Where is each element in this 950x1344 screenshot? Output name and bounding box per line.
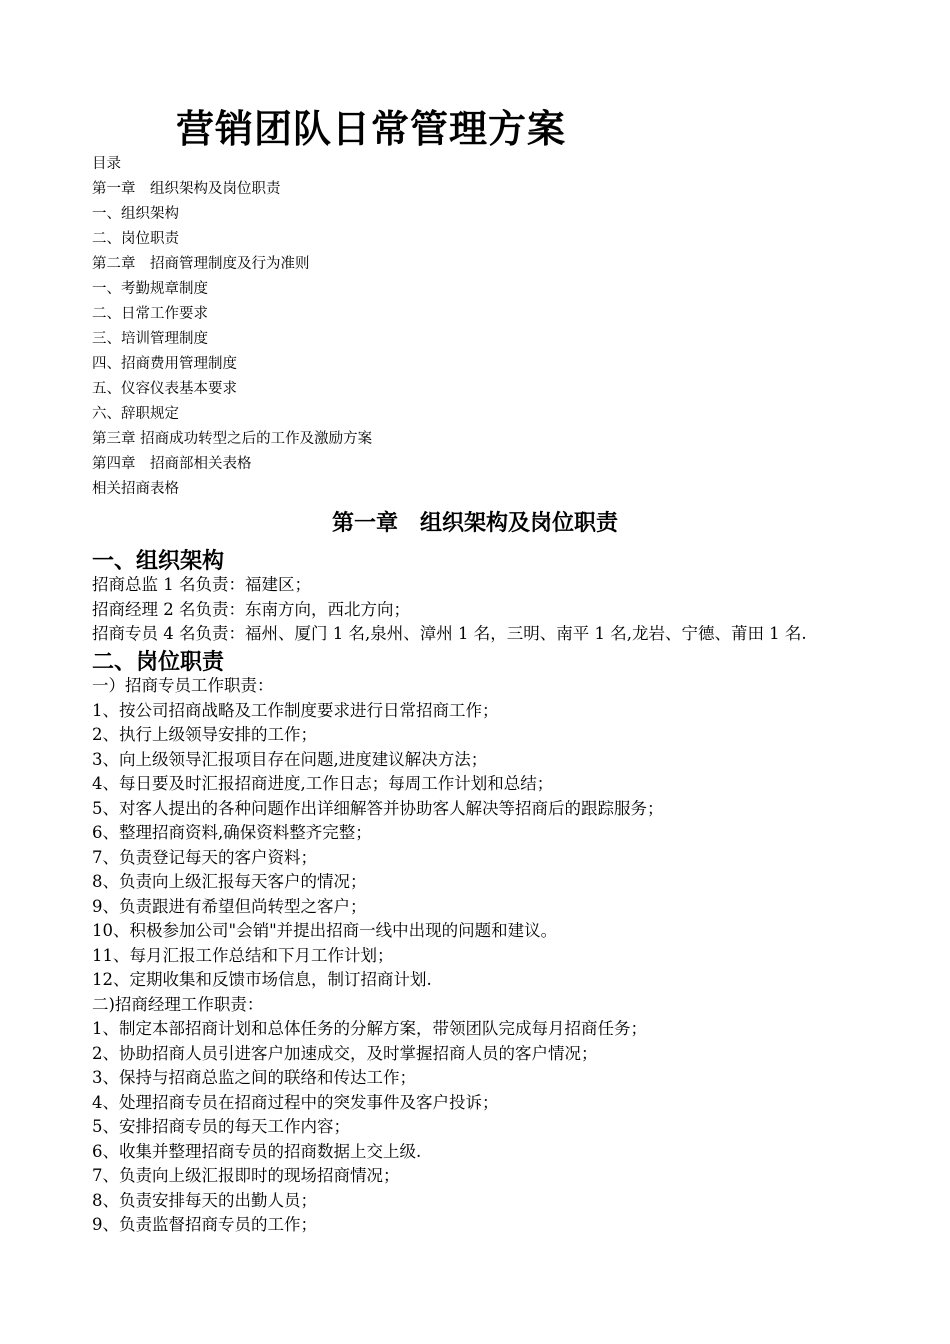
list-item: 9、负责跟进有希望但尚转型之客户；	[92, 896, 367, 916]
list-item: 1、制定本部招商计划和总体任务的分解方案，带领团队完成每月招商任务；	[92, 1019, 647, 1038]
list-item: 4、每日要及时汇报招商进度,工作日志；每周工作计划和总结；	[92, 774, 554, 793]
document-title: 营销团队日常管理方案	[176, 107, 567, 151]
list-item: 2、协助招商人员引进客户加速成交，及时掌握招商人员的客户情况；	[92, 1043, 598, 1063]
toc-item: 一、考勤规章制度	[92, 281, 208, 297]
list-item: 11、每月汇报工作总结和下月工作计划；	[92, 945, 394, 965]
toc-item: 第三章 招商成功转型之后的工作及激励方案	[92, 431, 373, 447]
section-heading-organization: 一、组织架构	[92, 549, 225, 574]
chapter-title: 第一章 组织架构及岗位职责	[331, 511, 618, 536]
toc-item: 四、招商费用管理制度	[92, 356, 237, 372]
paragraph-line: 招商总监 1 名负责：福建区；	[92, 575, 311, 594]
list-item: 4、处理招商专员在招商过程中的突发事件及客户投诉；	[92, 1092, 499, 1112]
subheading: 二)招商经理工作职责：	[92, 994, 264, 1014]
list-item: 5、安排招商专员的每天工作内容；	[92, 1117, 350, 1136]
toc-item: 第四章 招商部相关表格	[92, 456, 252, 472]
list-item: 6、收集并整理招商专员的招商数据上交上级.	[92, 1141, 422, 1161]
list-item: 12、定期收集和反馈市场信息，制订招商计划.	[92, 970, 432, 989]
organization-paragraphs	[92, 573, 807, 647]
list-item: 6、整理招商资料,确保资料整齐完整；	[92, 823, 372, 842]
list-item: 7、负责登记每天的客户资料；	[92, 847, 317, 867]
list-item: 1、按公司招商战略及工作制度要求进行日常招商工作；	[92, 700, 499, 720]
toc-item: 二、日常工作要求	[92, 306, 208, 322]
toc-heading: 目录	[92, 156, 121, 172]
toc-item: 五、仪容仪表基本要求	[92, 381, 237, 397]
section-heading-responsibilities: 二、岗位职责	[92, 650, 225, 675]
list-item: 8、负责安排每天的出勤人员；	[92, 1190, 317, 1210]
list-item: 3、向上级领导汇报项目存在问题,进度建议解决方法；	[92, 749, 488, 769]
toc-item: 一、组织架构	[92, 206, 179, 222]
list-item: 9、负责监督招商专员的工作；	[92, 1215, 317, 1234]
toc-item: 第二章 招商管理制度及行为准则	[92, 256, 310, 272]
paragraph-line: 招商专员 4 名负责：福州、厦门 1 名,泉州、漳州 1 名，三明、南平 1 名,龙岩、宁德、莆田 1 名.	[92, 624, 807, 643]
subheading: 一）招商专员工作职责：	[92, 676, 274, 695]
list-item: 7、负责向上级汇报即时的现场招商情况；	[92, 1166, 400, 1185]
list-item: 8、负责向上级汇报每天客户的情况；	[92, 872, 367, 891]
list-item: 10、积极参加公司"会销"并提出招商一线中出现的问题和建议。	[92, 921, 558, 940]
toc-item: 六、辞职规定	[92, 406, 179, 422]
toc-item: 相关招商表格	[92, 481, 179, 497]
paragraph-line: 招商经理 2 名负责：东南方向，西北方向；	[92, 599, 410, 619]
list-item: 2、执行上级领导安排的工作；	[92, 725, 317, 744]
list-item: 3、保持与招商总监之间的联络和传达工作；	[92, 1068, 416, 1087]
list-item: 5、对客人提出的各种问题作出详细解答并协助客人解决等招商后的跟踪服务；	[92, 798, 664, 818]
toc-item: 第一章 组织架构及岗位职责	[92, 181, 281, 197]
responsibilities-paragraphs	[92, 674, 664, 1238]
toc-item: 三、培训管理制度	[92, 331, 208, 347]
toc-item: 二、岗位职责	[92, 231, 179, 247]
table-of-contents	[92, 152, 372, 502]
